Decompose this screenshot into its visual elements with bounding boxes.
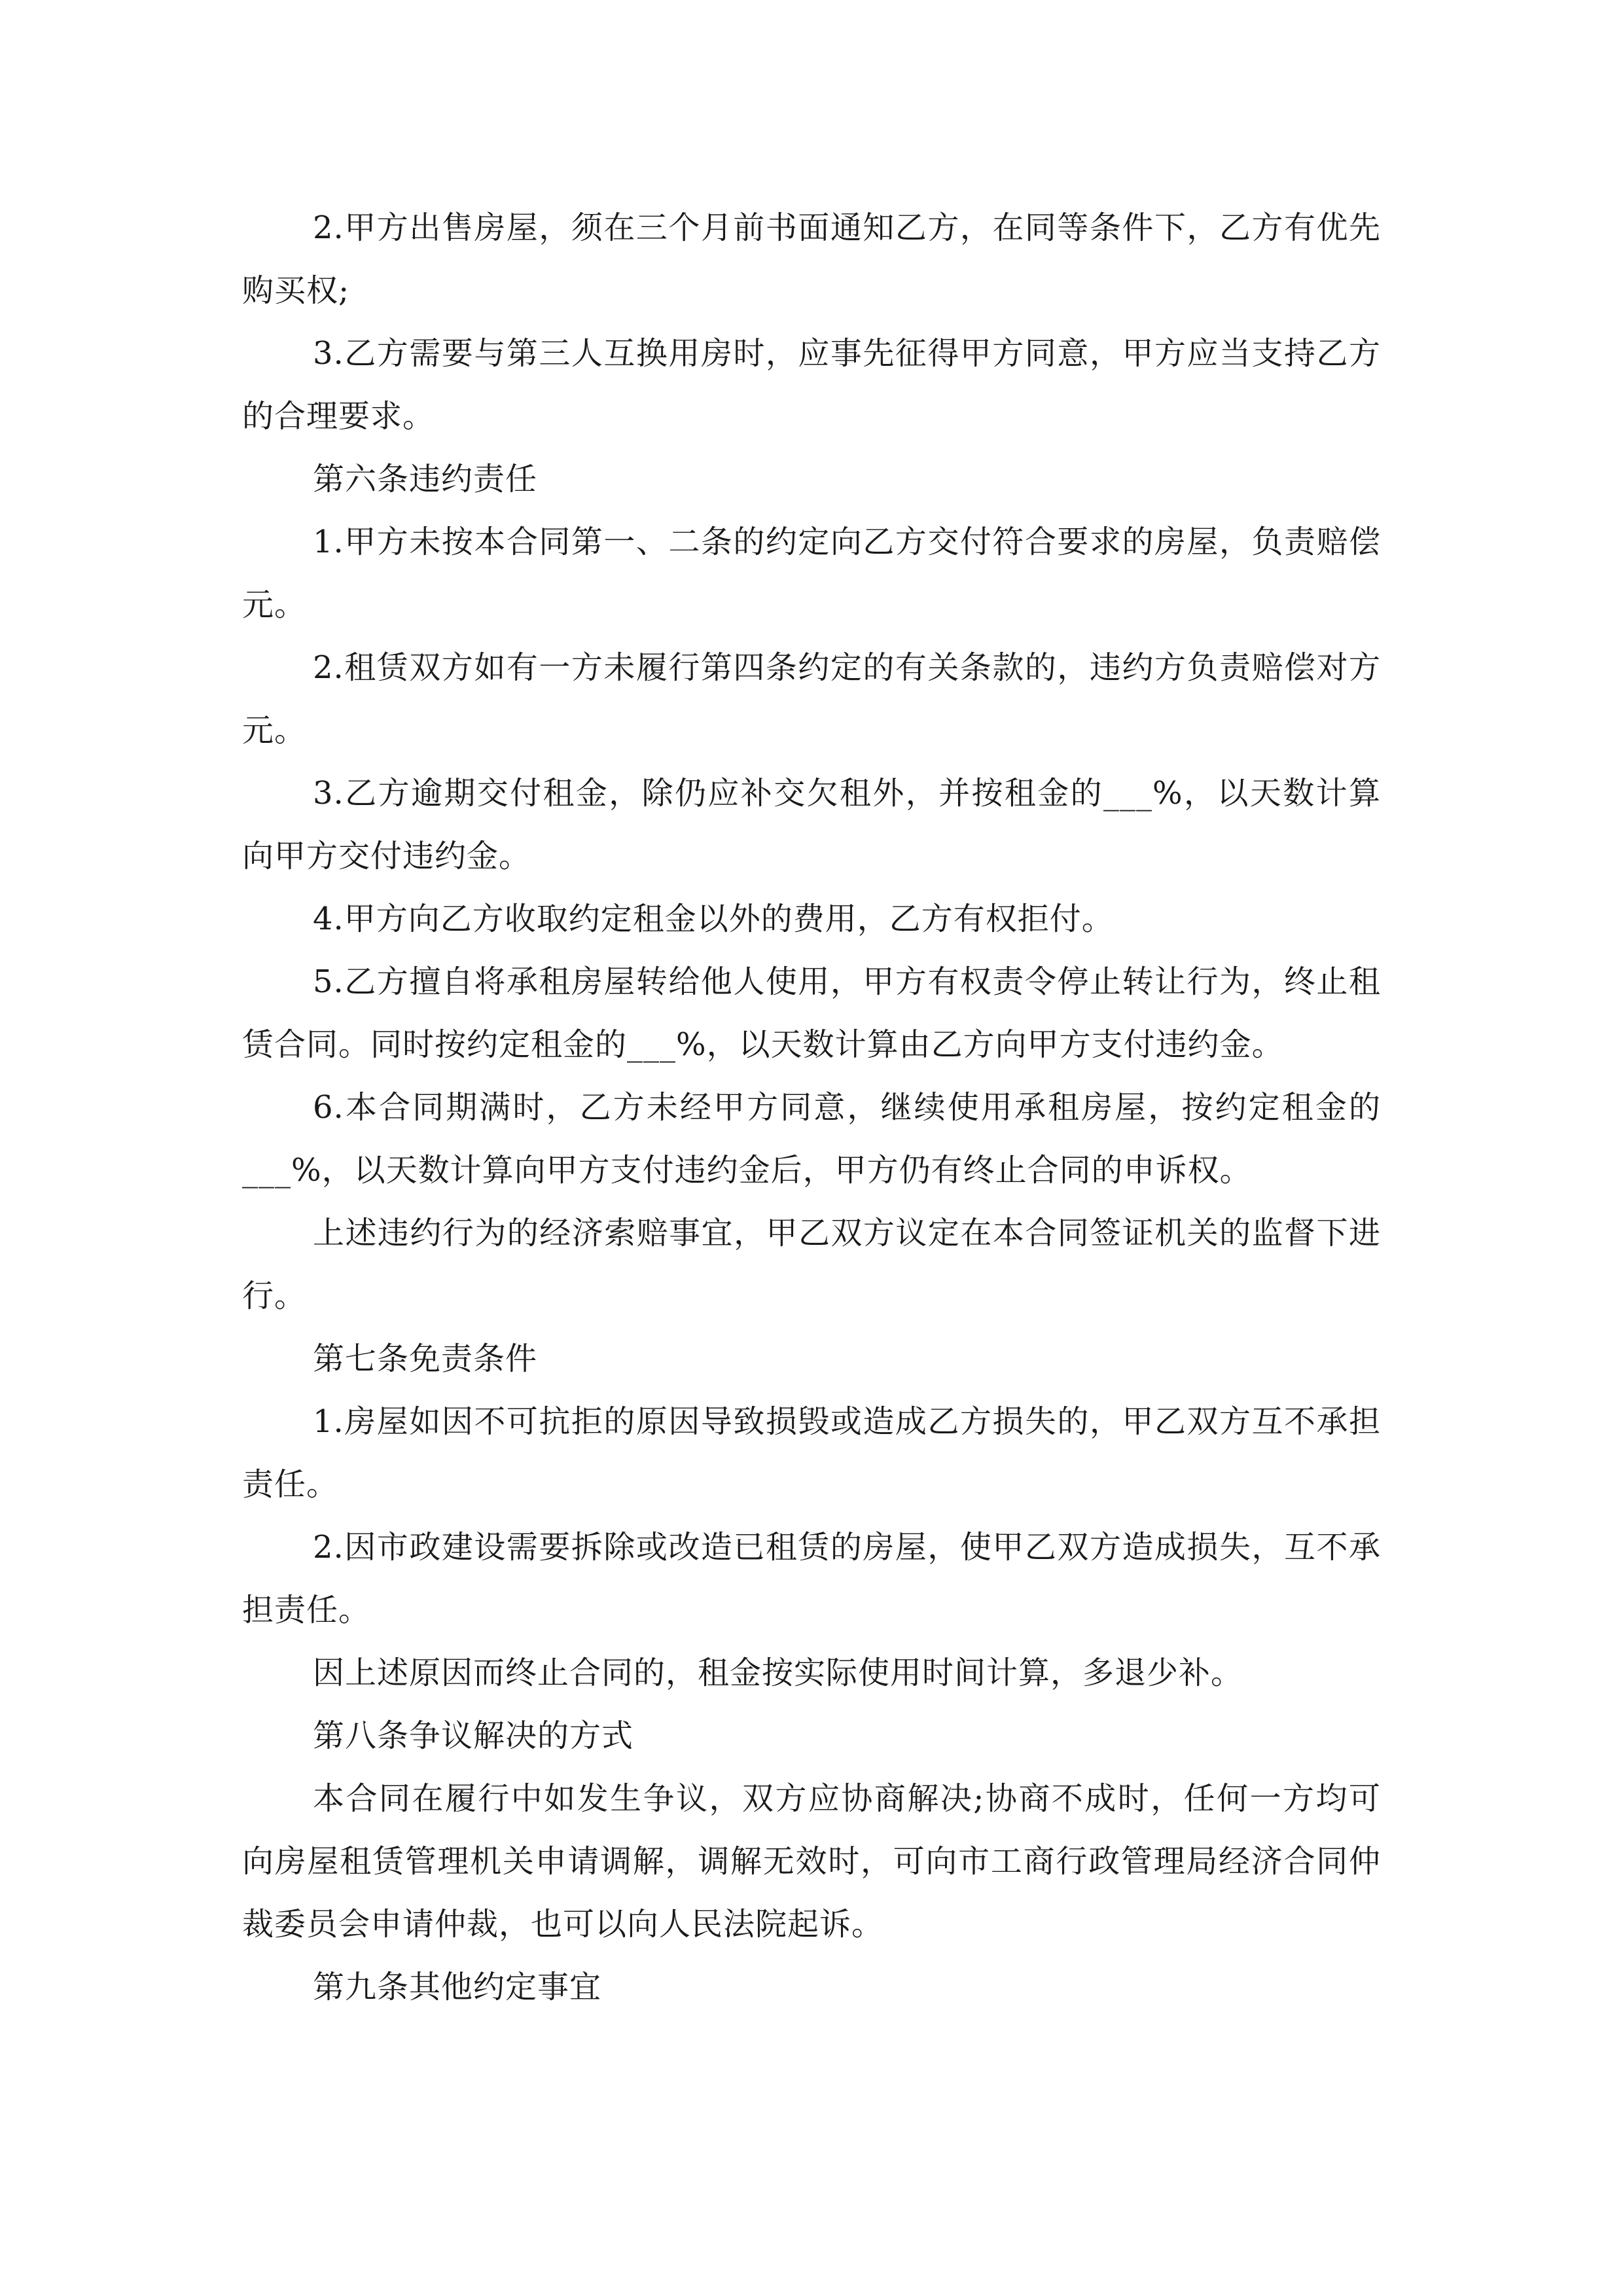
article-6-item-4: 4.甲方向乙方收取约定租金以外的费用，乙方有权拒付。 [313, 901, 1114, 937]
article-8-heading: 第八条争议解决的方式 [313, 1717, 634, 1754]
article-7-summary: 因上述原因而终止合同的，租金按实际使用时间计算，多退少补。 [313, 1655, 1243, 1691]
article-6-item-1: 1.甲方未按本合同第一、二条的约定向乙方交付符合要求的房屋，负责赔偿元。 [242, 524, 1381, 623]
article-7-item-2: 2.因市政建设需要拆除或改造已租赁的房屋，使甲乙双方造成损失，互不承担责任。 [242, 1529, 1381, 1628]
article-8-body: 本合同在履行中如发生争议，双方应协商解决;协商不成时，任何一方均可向房屋租赁管理机关申请调解，调解无效时，可向市工商行政管理局经济合同仲裁委员会申请仲裁，也可以向人民法院起诉。 [242, 1780, 1381, 1943]
article-6-item-6: 6.本合同期满时，乙方未经甲方同意，继续使用承租房屋，按约定租金的___%，以天数计算向甲方支付违约金后，甲方仍有终止合同的申诉权。 [242, 1089, 1381, 1189]
article-7-item-1: 1.房屋如因不可抗拒的原因导致损毁或造成乙方损失的，甲乙双方互不承担责任。 [242, 1403, 1381, 1503]
document-page [242, 196, 1381, 2018]
article-6-summary: 上述违约行为的经济索赔事宜，甲乙双方议定在本合同签证机关的监督下进行。 [242, 1215, 1381, 1314]
article-6-heading: 第六条违约责任 [313, 461, 538, 497]
clause-5-item-2: 2.甲方出售房屋，须在三个月前书面通知乙方，在同等条件下，乙方有优先购买权; [242, 209, 1381, 309]
clause-5-item-3: 3.乙方需要与第三人互换用房时，应事先征得甲方同意，甲方应当支持乙方的合理要求。 [242, 335, 1381, 435]
article-6-item-2: 2.租赁双方如有一方未履行第四条约定的有关条款的，违约方负责赔偿对方元。 [242, 649, 1381, 749]
article-9-heading: 第九条其他约定事宜 [313, 1969, 602, 2005]
article-7-heading: 第七条免责条件 [313, 1340, 538, 1377]
article-6-item-5: 5.乙方擅自将承租房屋转给他人使用，甲方有权责令停止转让行为，终止租赁合同。同时按约定租金的___%，以天数计算由乙方向甲方支付违约金。 [242, 963, 1381, 1063]
article-6-item-3: 3.乙方逾期交付租金，除仍应补交欠租外，并按租金的___%，以天数计算向甲方交付违约金。 [242, 775, 1381, 874]
